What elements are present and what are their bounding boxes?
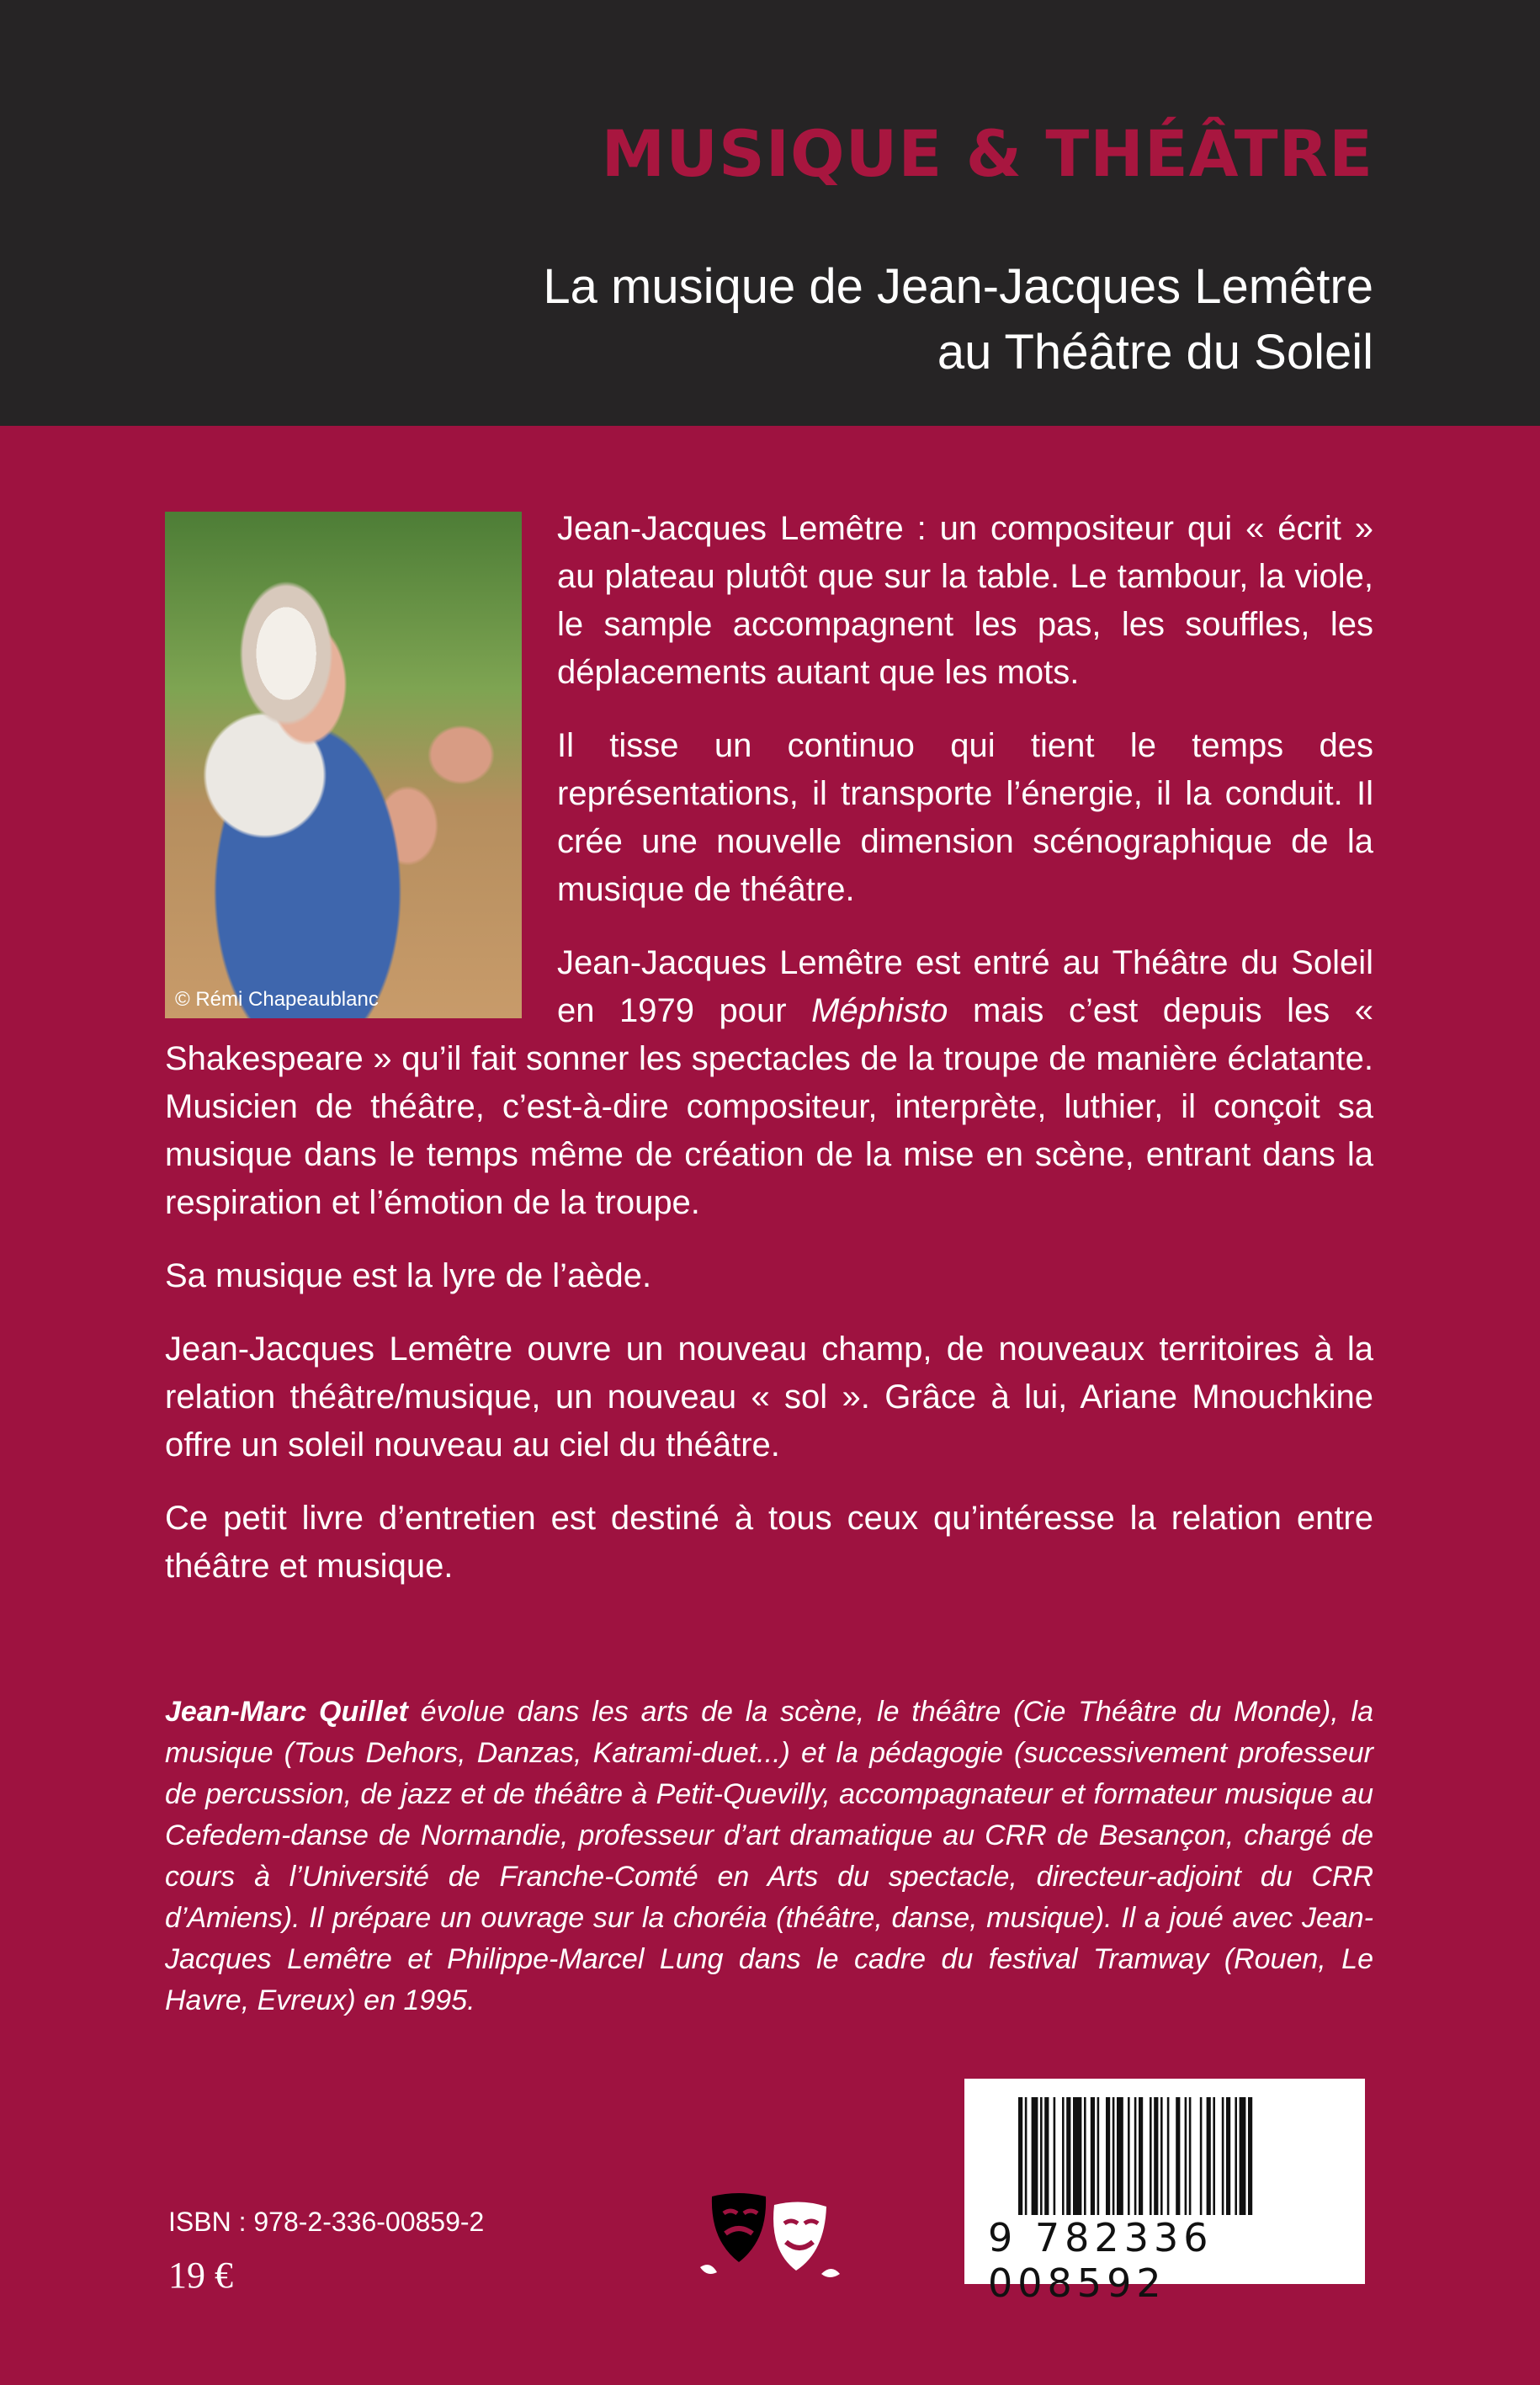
paragraph-2: Il tisse un continuo qui tient le temps des représentations, il transporte l’énergie, il la conduit. Il crée une nouvelle dimension scénographique de la musique de théâtre.	[557, 727, 1373, 908]
book-title-line-1: La musique de Jean-Jacques Lemêtre	[543, 259, 1373, 314]
book-title	[543, 254, 1373, 385]
book-title-line-2: au Théâtre du Soleil	[937, 325, 1373, 380]
paragraph-3-start: Jean-Jacques Lemêtre est entré au Théâtre du Soleil en 1979 pour	[557, 944, 1373, 1029]
paragraph-6: Ce petit livre d’entretien est destiné à tous ceux qu’intéresse la relation entre théâtre et musique.	[165, 1500, 1373, 1585]
author-bio	[165, 1692, 1373, 2021]
barcode-digits: 9 782336 008592	[988, 2215, 1213, 2306]
photo-credit: © Rémi Chapeaublanc	[175, 988, 379, 1011]
author-name: Jean-Marc Quillet	[165, 1696, 408, 1728]
paragraph-5: Jean-Jacques Lemêtre ouvre un nouveau champ, de nouveaux territoires à la relation théâtre/musique, un nouveau « sol ». Grâce à lui, Ariane Mnouchkine offre un soleil nouveau au ciel du théâtre.	[165, 1331, 1373, 1463]
price: 19 €	[168, 2255, 233, 2296]
header-band	[0, 0, 1540, 426]
isbn: ISBN : 978-2-336-00859-2	[168, 2207, 485, 2237]
author-photo	[165, 512, 522, 1018]
barcode-bars	[1018, 2097, 1311, 2215]
paragraph-3-end: mais c’est depuis les « Shakespeare » qu’il fait sonner les spectacles de la troupe de manière éclatante. Musicien de théâtre, c’est-à-dire compositeur, interprète, luthier, il conçoit sa musique dans le temps même de création de la mise en scène, entrant dans la respiration et l’émotion de la troupe.	[165, 992, 1374, 1221]
theatre-masks-icon	[695, 2190, 843, 2287]
paragraph-1: Jean-Jacques Lemêtre : un compositeur qui « écrit » au plateau plutôt que sur la table. Le tambour, la viole, le sample accompagnent les pas, les souffles, les déplacements autant que les mots.	[557, 510, 1373, 691]
mephisto-title: Méphisto	[811, 992, 948, 1029]
paragraph-4: Sa musique est la lyre de l’aède.	[165, 1257, 652, 1294]
author-bio-text: évolue dans les arts de la scène, le théâtre (Cie Théâtre du Monde), la musique (Tous Dehors, Danzas, Katrami-duet...) et la pédagogie (successivement professeur de percussion, de jazz et de théâtre à Petit-Quevilly, accompagnateur et formateur musique au Cefedem-danse de Normandie, professeur d’art dramatique au CRR de Besançon, chargé de cours à l’Université de Franche-Comté en Arts du spectacle, directeur-adjoint du CRR d’Amiens). Il prépare un ouvrage sur la choréia (théâtre, danse, musique). Il a joué avec Jean-Jacques Lemêtre et Philippe-Marcel Lung dans le cadre du festival Tramway (Rouen, Le Havre, Evreux) en 1995.	[165, 1696, 1373, 2016]
barcode	[964, 2079, 1365, 2306]
back-cover-text	[165, 505, 1373, 1616]
series-title: MUSIQUE & THÉÂTRE	[601, 116, 1373, 191]
